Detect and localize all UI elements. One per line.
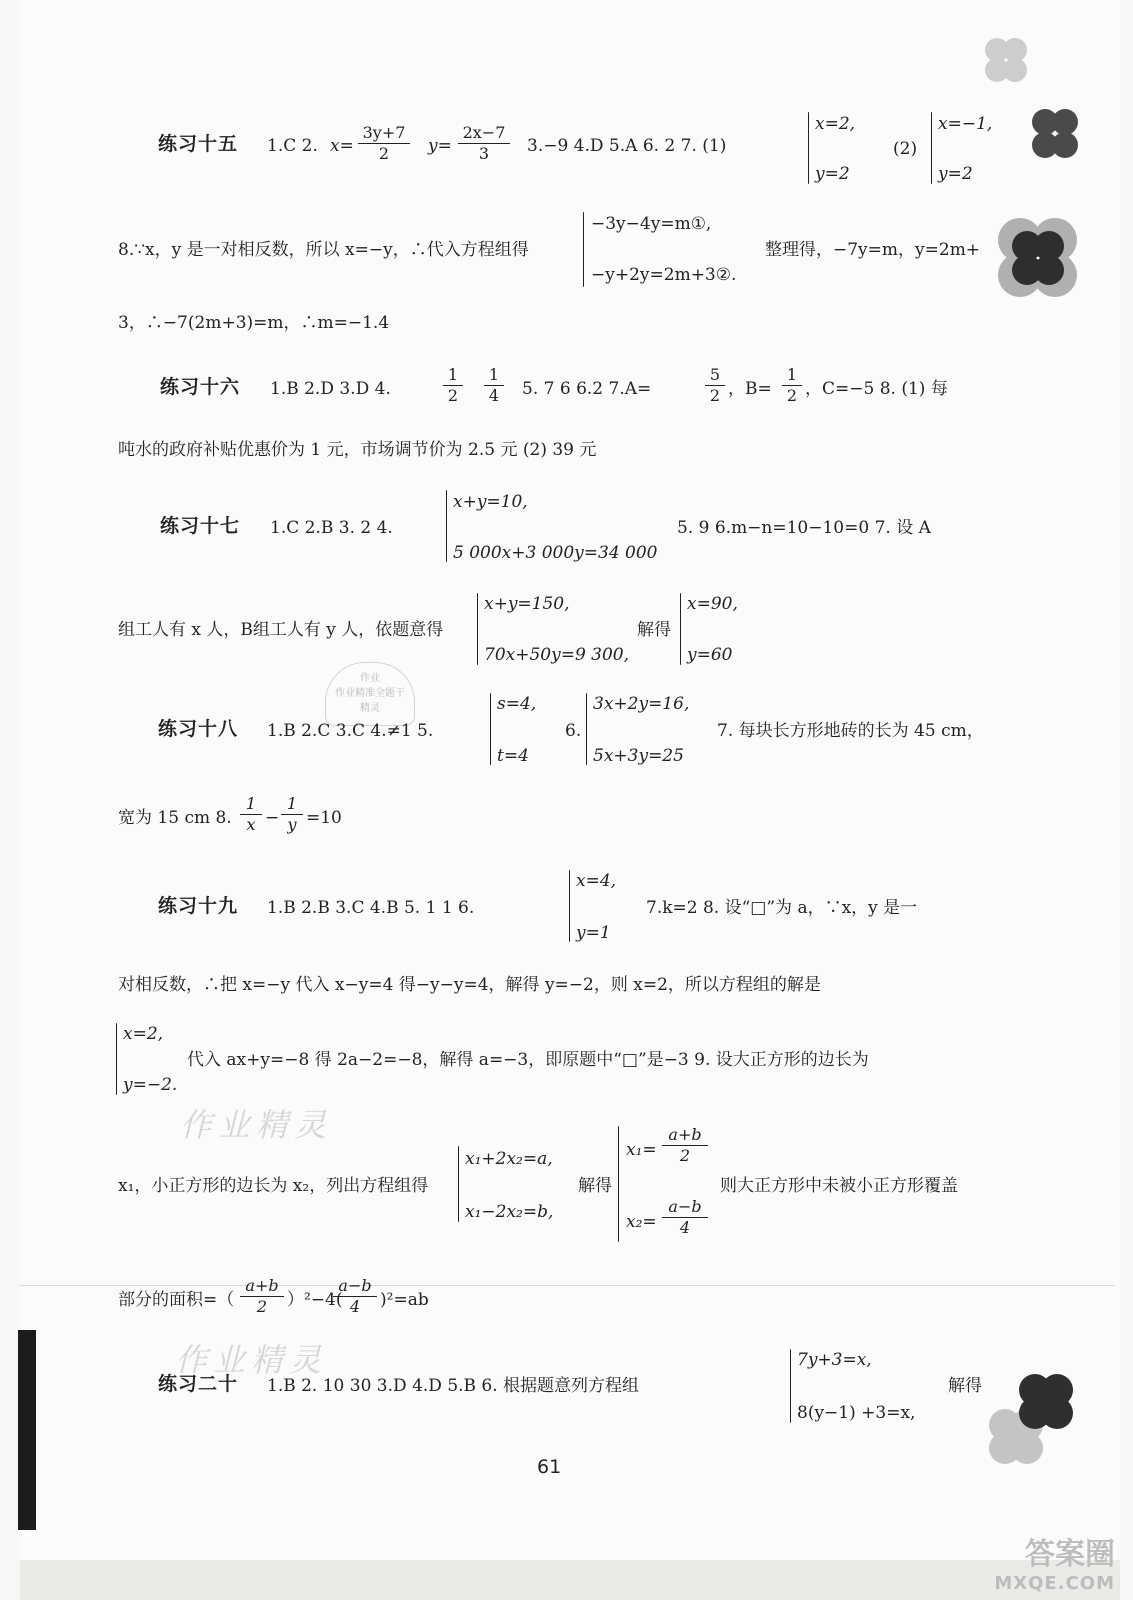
answer-text: x=: [330, 136, 354, 156]
section-title-20: 练习二十: [158, 1373, 239, 1395]
stamp-watermark: 作业 作业精准全题干 精灵: [325, 662, 415, 726]
section-title-18: 练习十八: [158, 718, 239, 740]
answer-text: 1.B 2. 10 30 3.D 4.D 5.B 6. 根据题意列方程组: [267, 1376, 640, 1396]
equation-line: x+y=10,: [453, 492, 528, 512]
answer-text: 3，∴−7(2m+3)=m，∴m=−1.4: [118, 313, 390, 333]
answer-text: 代入 ax+y=−8 得 2a−2=−8，解得 a=−3，即原题中“□”是−3 9. 设大正方形的边长为: [187, 1050, 869, 1070]
answer-text: x₁，小正方形的边长为 x₂，列出方程组得: [118, 1176, 429, 1196]
answer-text: 5. 7 6 6.2 7.A=: [522, 379, 652, 399]
equation-line: x=90,: [687, 594, 738, 614]
fraction: a+b 2: [662, 1126, 708, 1166]
equation-line: x=2,: [815, 114, 856, 134]
brand-logo: 答案圈 MXQE.COM: [994, 1537, 1115, 1594]
equation-line: t=4: [497, 746, 529, 766]
answer-text: 对相反数，∴把 x=−y 代入 x−y=4 得−y−y=4，解得 y=−2，则 x=2，所以方程组的解是: [118, 975, 821, 995]
fraction: 1 2: [443, 366, 463, 406]
answer-text: ，C=−5 8. (1) 每: [805, 379, 948, 399]
equation-line: y=2: [815, 164, 850, 184]
answer-text: 解得: [578, 1176, 612, 1196]
equation-line: x₁=: [626, 1140, 657, 1160]
answer-text: −: [265, 808, 280, 828]
answer-text: 7. 每块长方形地砖的长为 45 cm，: [717, 721, 984, 741]
section-title-16: 练习十六: [160, 376, 241, 398]
equation-line: 5 000x+3 000y=34 000: [453, 543, 658, 563]
answer-text: (2): [893, 139, 918, 159]
fraction: 1 y: [281, 795, 303, 835]
answer-text: 解得: [948, 1376, 982, 1396]
answer-text: y=: [428, 136, 452, 156]
answer-text: 解得: [637, 620, 671, 640]
answer-text: 1.B 2.B 3.C 4.B 5. 1 1 6.: [267, 898, 475, 918]
equation-line: 7y+3=x,: [797, 1350, 872, 1370]
answer-text: ，B=: [728, 379, 772, 399]
equation-line: x=2,: [123, 1024, 164, 1044]
equation-line: −y+2y=2m+3②.: [591, 265, 737, 285]
equation-line: 70x+50y=9 300,: [484, 645, 630, 665]
clover-decoration-bottom: [985, 1370, 1105, 1480]
scan-edge: [18, 1330, 36, 1530]
equation-line: 8(y−1) +3=x,: [797, 1403, 916, 1423]
equation-line: x=4,: [576, 871, 617, 891]
equation-line: 3x+2y=16,: [593, 694, 690, 714]
fraction: a−b 4: [333, 1277, 377, 1317]
fraction: 3y+7 2: [358, 124, 410, 164]
answer-text: 组工人有 x 人，B组工人有 y 人，依题意得: [118, 620, 444, 640]
answer-text: 3.−9 4.D 5.A 6. 2 7. (1): [527, 136, 727, 156]
answer-text: )²=ab: [380, 1290, 429, 1310]
scan-bottom-edge: [20, 1560, 1120, 1600]
equation-line: y=2: [938, 164, 973, 184]
equation-brace: [569, 870, 570, 942]
answer-text: 1.C 2.B 3. 2 4.: [270, 518, 393, 538]
equation-line: x₁+2x₂=a,: [465, 1149, 553, 1169]
answer-text: 部分的面积=（: [118, 1290, 235, 1310]
fraction: 5 2: [705, 366, 725, 406]
equation-line: y=60: [687, 645, 733, 665]
answer-text: 整理得，−7y=m，y=2m+: [765, 240, 981, 260]
equation-line: x=−1,: [938, 114, 993, 134]
equation-brace: [458, 1146, 459, 1222]
equation-brace: [808, 112, 809, 184]
answer-text: 则大正方形中未被小正方形覆盖: [720, 1176, 958, 1196]
answer-text: =10: [306, 808, 342, 828]
equation-brace: [583, 212, 584, 287]
watermark: 作业精灵: [180, 1106, 333, 1144]
equation-line: s=4,: [497, 694, 537, 714]
answer-text: 5. 9 6.m−n=10−10=0 7. 设 A: [677, 518, 931, 538]
equation-line: −3y−4y=m①,: [591, 214, 712, 234]
answer-text: 1.C 2.: [267, 136, 318, 156]
answer-text: 6.: [565, 721, 582, 741]
answer-text: 1.B 2.C 3.C 4.≠1 5.: [267, 721, 434, 741]
equation-line: x+y=150,: [484, 594, 570, 614]
fraction: 1 x: [240, 795, 262, 835]
answer-text: 吨水的政府补贴优惠价为 1 元，市场调节价为 2.5 元 (2) 39 元: [118, 440, 597, 460]
equation-brace: [446, 490, 447, 562]
equation-brace: [477, 593, 478, 665]
equation-brace: [680, 593, 681, 665]
section-title-15: 练习十五: [158, 133, 239, 155]
answer-text: 8.∵x，y 是一对相反数，所以 x=−y，∴代入方程组得: [118, 240, 529, 260]
equation-brace: [586, 693, 587, 765]
fraction: a−b 4: [662, 1198, 708, 1238]
fold-line: [20, 1285, 1115, 1286]
clover-decoration-top: [975, 30, 1115, 330]
watermark: 作业精灵: [175, 1341, 328, 1379]
fraction: 1 4: [484, 366, 504, 406]
equation-brace: [931, 112, 932, 184]
equation-line: y=−2.: [123, 1075, 178, 1095]
answer-text: 1.B 2.D 3.D 4.: [270, 379, 391, 399]
equation-line: x₂=: [626, 1212, 657, 1232]
equation-brace: [618, 1126, 619, 1242]
section-title-19: 练习十九: [158, 895, 239, 917]
equation-line: x₁−2x₂=b,: [465, 1202, 554, 1222]
equation-brace: [116, 1023, 117, 1095]
fraction: 1 2: [782, 366, 802, 406]
page-number: 61: [537, 1456, 562, 1478]
fraction: a+b 2: [240, 1277, 284, 1317]
fraction: 2x−7 3: [458, 124, 510, 164]
answer-text: ）²−4(: [287, 1290, 343, 1310]
equation-line: y=1: [576, 923, 611, 943]
equation-brace: [790, 1349, 791, 1423]
equation-brace: [490, 693, 491, 765]
answer-text: 7.k=2 8. 设“□”为 a，∵x，y 是一: [646, 898, 918, 918]
section-title-17: 练习十七: [160, 515, 241, 537]
answer-text: 宽为 15 cm 8.: [118, 808, 232, 828]
equation-line: 5x+3y=25: [593, 746, 684, 766]
